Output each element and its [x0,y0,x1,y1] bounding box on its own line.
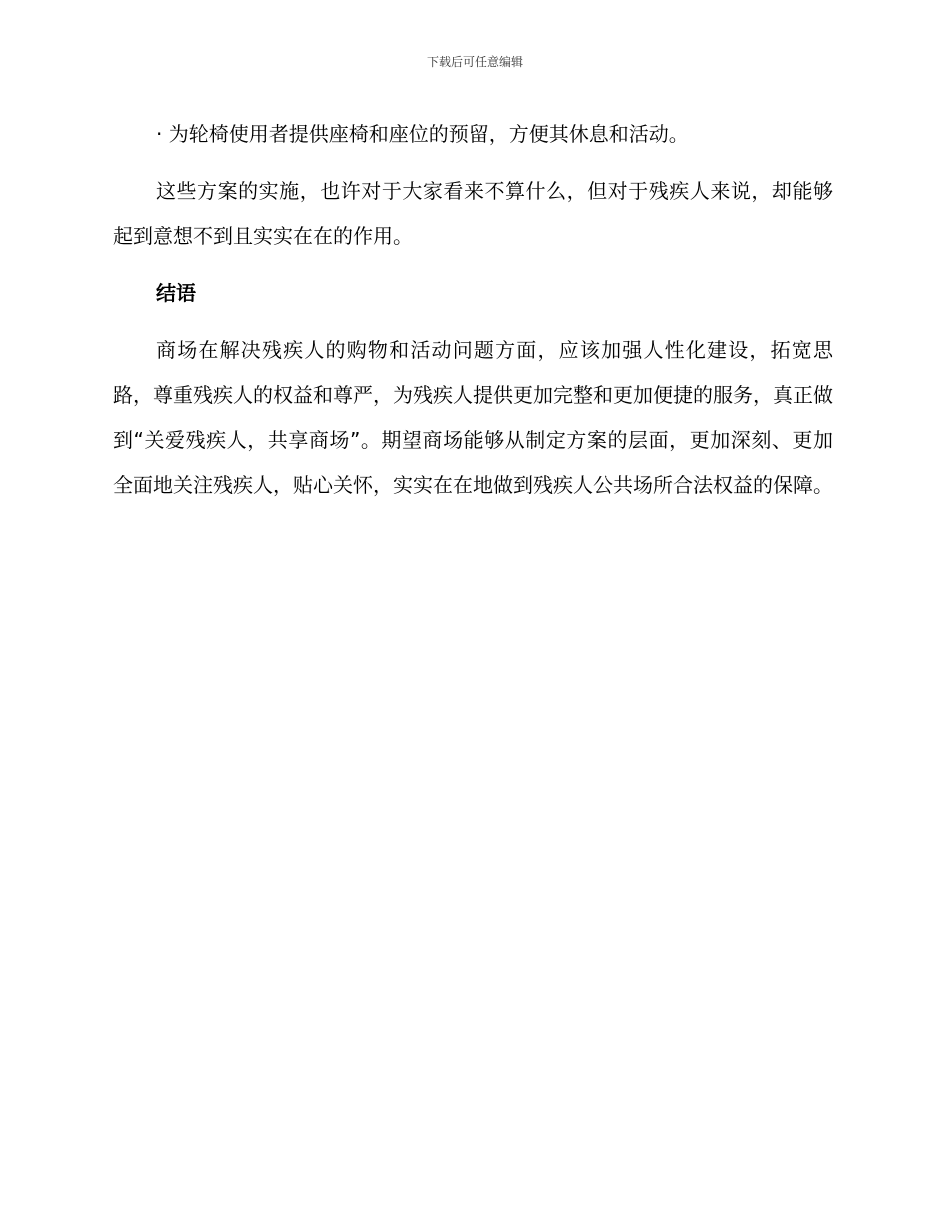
page-header: 下载后可任意编辑 [426,55,523,69]
document-body [113,112,833,520]
paragraph: 商场在解决残疾人的购物和活动问题方面，应该加强人性化建设，拓宽思路，尊重残疾人的权益和尊严，为残疾人提供更加完整和更加便捷的服务，真正做到“关爱残疾人，共享商场”。期望商场能够从制定方案的层面，更加深刻、更加全面地关注残疾人，贴心关怀，实实在在地做到残疾人公共场所合法权益的保障。 [113,338,833,497]
paragraph: 这些方案的实施，也许对于大家看来不算什么，但对于残疾人来说，却能够起到意想不到且实实在在的作用。 [113,179,833,248]
section-heading: 结语 [156,281,196,305]
bullet-item: · 为轮椅使用者提供座椅和座位的预留，方便其休息和活动。 [156,122,689,146]
